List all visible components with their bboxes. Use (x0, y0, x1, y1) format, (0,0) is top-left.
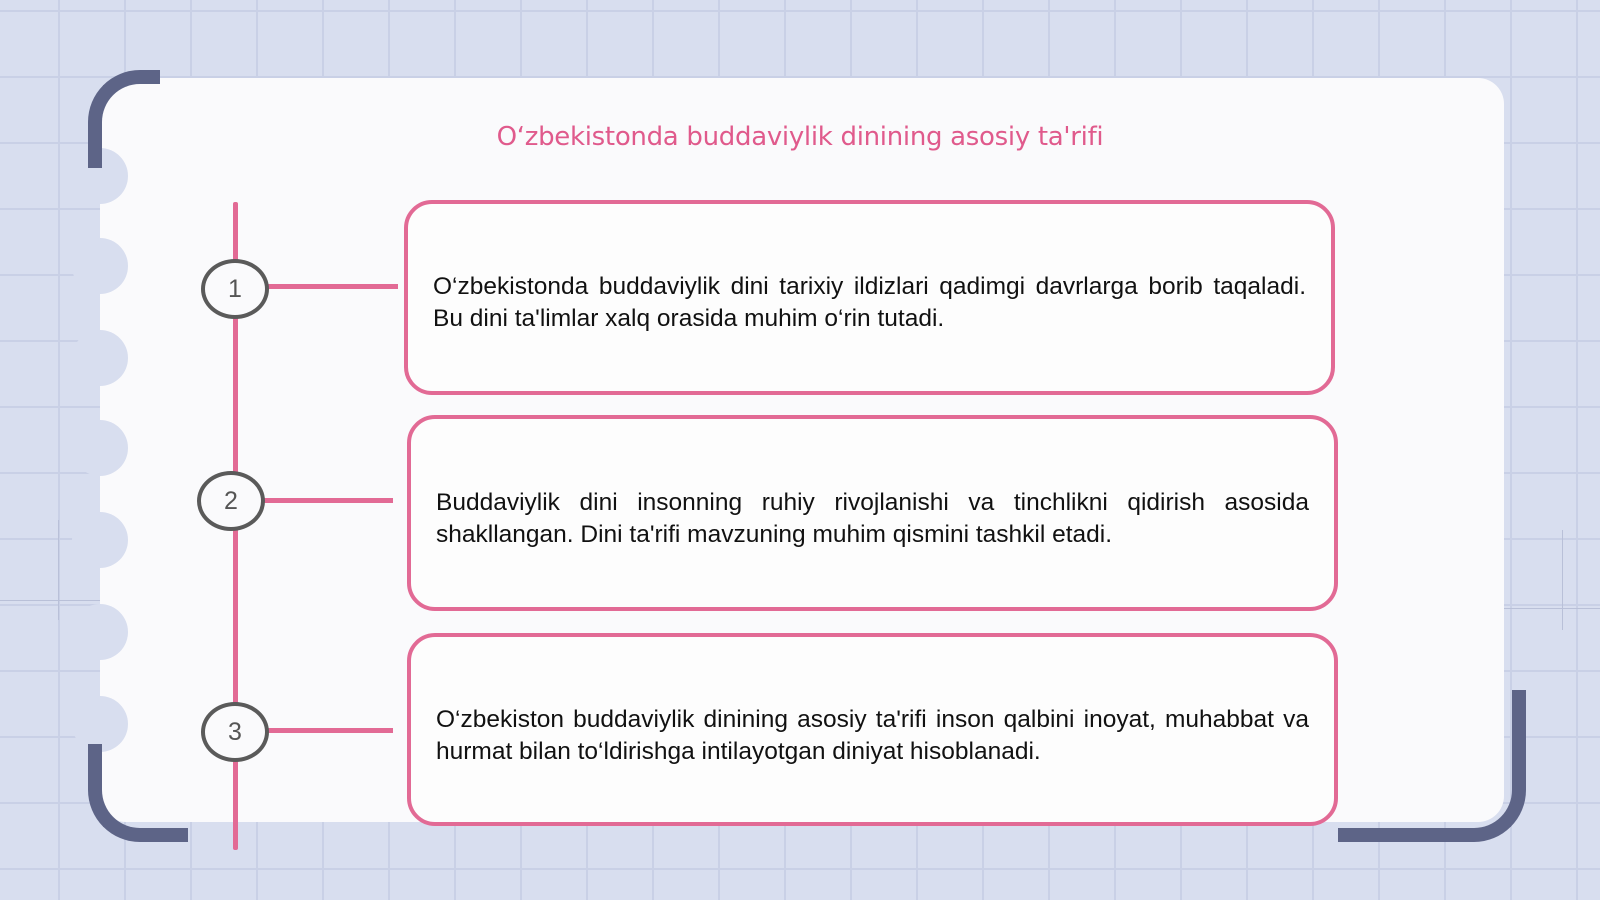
step-card (404, 200, 1335, 395)
card-scallop (72, 604, 128, 660)
step-card (407, 415, 1338, 611)
card-scallop (72, 238, 128, 294)
card-scallop (72, 420, 128, 476)
corner-bracket-bottom-right (1338, 690, 1526, 842)
step-number-badge: 2 (197, 471, 265, 531)
timeline-connector (261, 498, 393, 503)
timeline-connector (264, 284, 398, 289)
background-crosshair-line (1500, 608, 1600, 609)
step-number-badge: 1 (201, 259, 269, 319)
card-scallop (72, 330, 128, 386)
step-card (407, 633, 1338, 826)
background-crosshair-line (58, 520, 59, 620)
card-scallop (72, 512, 128, 568)
timeline-connector (264, 728, 393, 733)
step-text: O‘zbekiston buddaviylik dinining asosiy ta'rifi inson qalbini inoyat, muhabbat va hurmat bilan to‘ldirishga intilayotgan diniyat hisoblanadi. (436, 706, 1309, 765)
step-number-badge: 3 (201, 702, 269, 762)
step-text: O‘zbekistonda buddaviylik dini tarixiy ildizlari qadimgi davrlarga borib taqaladi. Bu dini ta'limlar xalq orasida muhim o‘rin tutadi. (433, 273, 1306, 332)
corner-bracket-top-left (88, 70, 160, 168)
background-crosshair-line (1562, 530, 1563, 630)
corner-bracket-bottom-left (88, 744, 188, 842)
slide-title: O‘zbekistonda buddaviylik dinining asosiy ta'rifi (496, 122, 1104, 152)
step-text: Buddaviylik dini insonning ruhiy rivojlanishi va tinchlikni qidirish asosida shakllangan. Dini ta'rifi mavzuning muhim qismini tashkil etadi. (436, 489, 1309, 548)
